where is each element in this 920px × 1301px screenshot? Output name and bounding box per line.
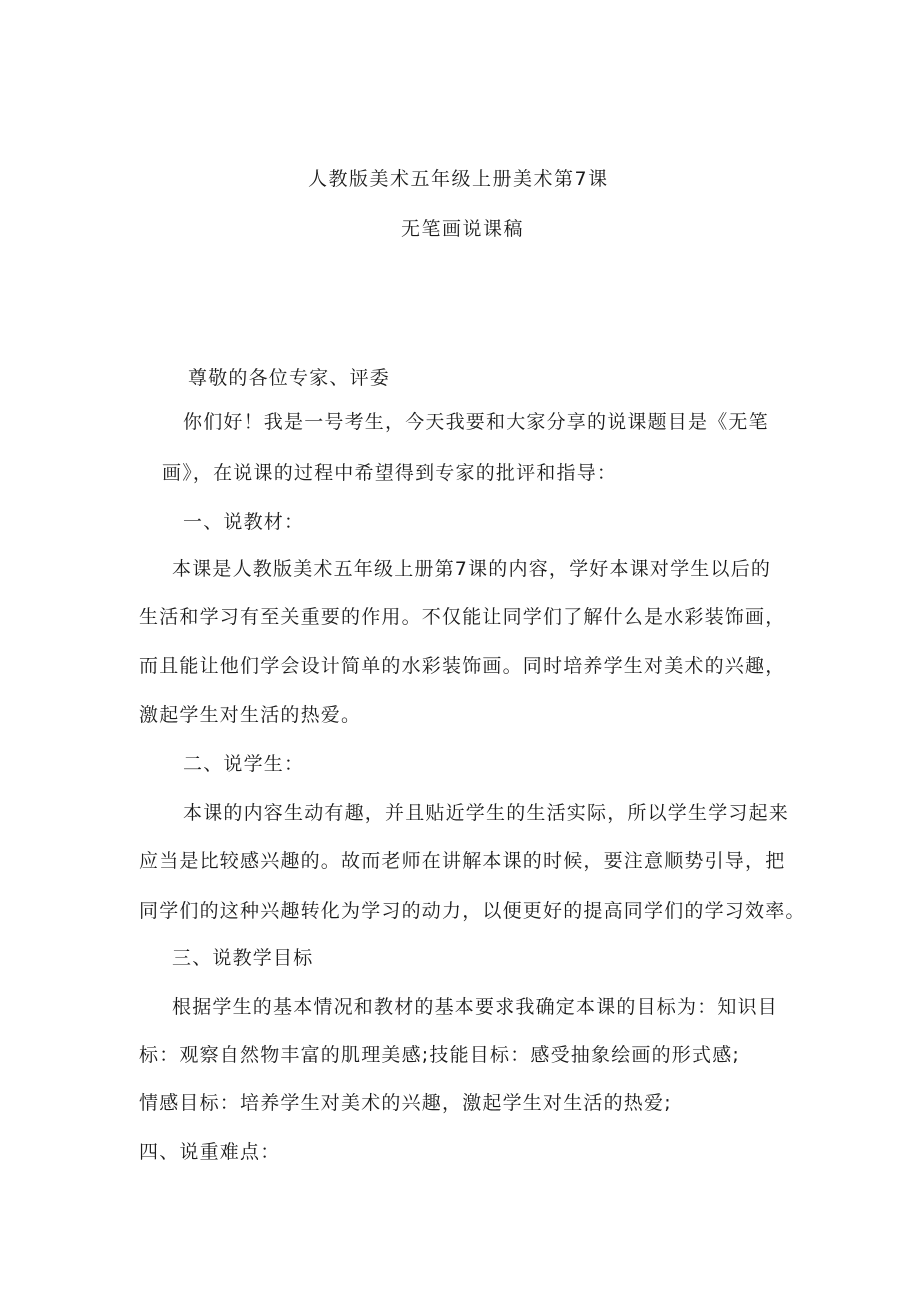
document-title-line2: 无笔画说课稿	[401, 218, 525, 240]
section-heading-4: 四、说重难点：	[139, 1141, 281, 1163]
document-title-line1: 人教版美术五年级上册美术第7课	[308, 168, 609, 190]
section-heading-3: 三、说教学目标	[172, 947, 314, 969]
section-3-line-1: 根据学生的基本情况和教材的基本要求我确定本课的目标为：知识目	[172, 996, 779, 1018]
section-1-line-2: 生活和学习有至关重要的作用。不仅能让同学们了解什么是水彩装饰画，	[139, 606, 786, 628]
section-heading-2: 二、说学生：	[183, 753, 305, 775]
section-2-line-3: 同学们的这种兴趣转化为学习的动力，以便更好的提高同学们的学习效率。	[139, 900, 806, 922]
section-2-line-2: 应当是比较感兴趣的。故而老师在讲解本课的时候，要注意顺势引导，把	[139, 850, 786, 872]
intro-line-1: 你们好！我是一号考生，今天我要和大家分享的说课题目是《无笔	[183, 411, 769, 433]
section-1-line-4: 激起学生对生活的热爱。	[139, 704, 362, 726]
intro-line-2: 画》，在说课的过程中希望得到专家的批评和指导：	[162, 462, 618, 484]
section-3-line-3: 情感目标：培养学生对美术的兴趣，激起学生对生活的热爱;	[139, 1092, 672, 1114]
salutation: 尊敬的各位专家、评委	[188, 367, 391, 389]
section-heading-1: 一、说教材：	[183, 511, 305, 533]
section-1-line-1: 本课是人教版美术五年级上册第7课的内容，学好本课对学生以后的	[172, 558, 772, 580]
section-2-line-1: 本课的内容生动有趣，并且贴近学生的生活实际，所以学生学习起来	[183, 802, 790, 824]
section-1-line-3: 而且能让他们学会设计简单的水彩装饰画。同时培养学生对美术的兴趣，	[139, 655, 786, 677]
section-3-line-2: 标：观察自然物丰富的肌理美感;技能目标：感受抽象绘画的形式感;	[139, 1044, 741, 1066]
